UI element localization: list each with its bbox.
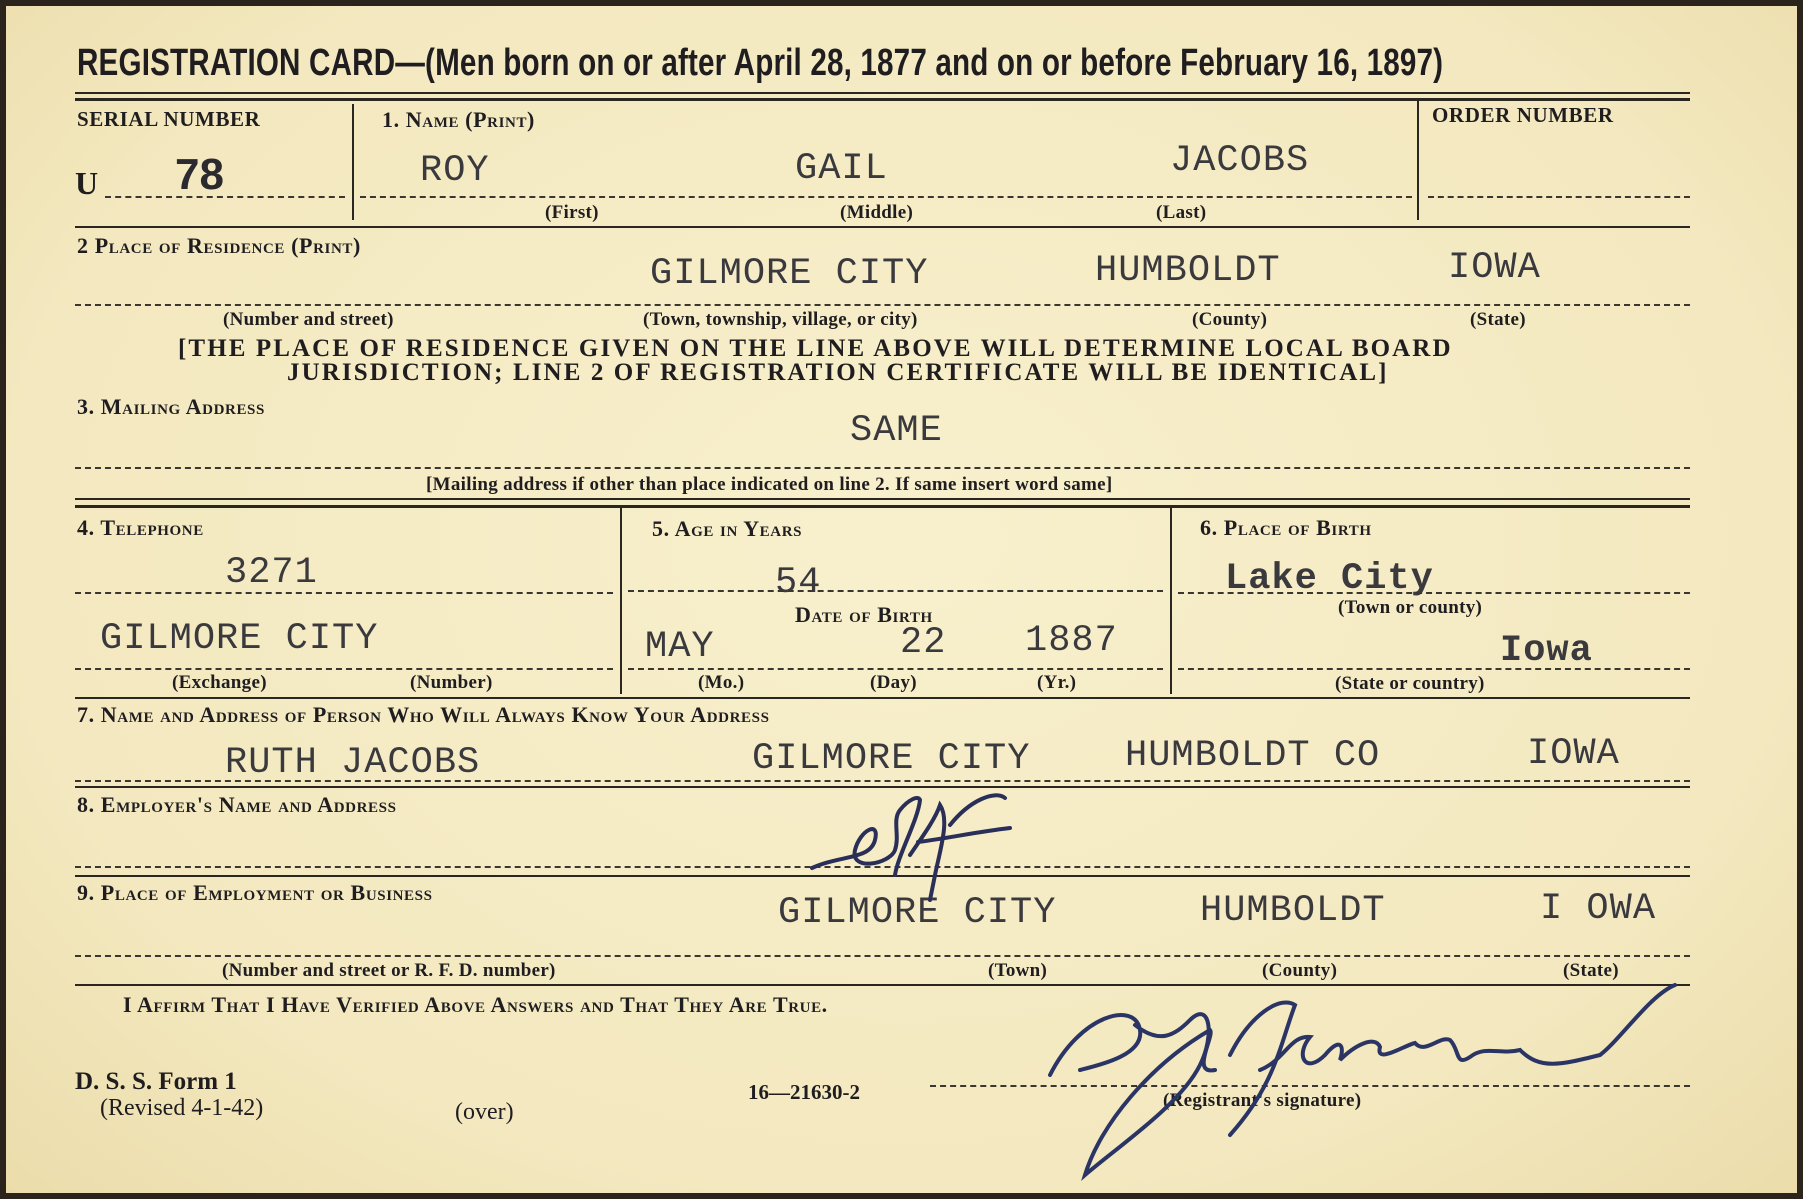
mailing-address-value: SAME — [850, 410, 943, 452]
row-rule — [75, 226, 1690, 228]
telephone-label: 4. Telephone — [77, 515, 204, 540]
employment-street-caption: (Number and street or R. F. D. number) — [222, 960, 556, 981]
row-rule-thick — [75, 505, 1690, 508]
name-label: 1. Name (Print) — [382, 107, 535, 132]
birth-town-value: Lake City — [1225, 558, 1434, 600]
age-line — [628, 590, 1163, 592]
telephone-number-value: 3271 — [225, 552, 318, 594]
row-rule — [75, 697, 1690, 699]
employer-label: 8. Employer's Name and Address — [77, 792, 397, 817]
residence-county-value: HUMBOLDT — [1095, 250, 1281, 292]
employment-state-value: I OWA — [1540, 888, 1657, 930]
date-of-birth-label: Date of Birth — [795, 602, 933, 627]
exchange-caption: (Exchange) — [172, 672, 267, 693]
over-note: (over) — [455, 1099, 514, 1125]
birth-town-caption: (Town or county) — [1338, 597, 1483, 618]
birth-state-caption: (State or country) — [1335, 673, 1485, 694]
number-caption: (Number) — [410, 672, 493, 693]
employment-county-caption: (County) — [1262, 960, 1338, 981]
jurisdiction-notice-line2: JURISDICTION; LINE 2 OF REGISTRATION CERTIFICATE WILL BE IDENTICAL] — [287, 359, 1389, 386]
month-caption: (Mo.) — [698, 672, 745, 693]
mailing-address-label: 3. Mailing Address — [77, 394, 265, 419]
print-code: 16—21630-2 — [748, 1080, 860, 1104]
birth-year-value: 1887 — [1025, 620, 1118, 662]
contact-name-value: RUTH JACOBS — [225, 742, 481, 784]
divider — [1417, 100, 1419, 220]
contact-county-value: HUMBOLDT CO — [1125, 735, 1381, 777]
last-caption: (Last) — [1156, 202, 1207, 223]
divider — [352, 104, 354, 220]
signature-caption: (Registrant's signature) — [1163, 1090, 1362, 1111]
town-caption: (Town, township, village, or city) — [643, 309, 918, 330]
state-caption: (State) — [1470, 309, 1526, 330]
last-name-value: JACOBS — [1170, 140, 1310, 182]
employment-county-value: HUMBOLDT — [1200, 890, 1386, 932]
first-name-value: ROY — [420, 150, 490, 192]
exchange-line — [75, 668, 613, 670]
day-caption: (Day) — [870, 672, 917, 693]
order-number-label: ORDER NUMBER — [1432, 103, 1614, 127]
age-label: 5. Age in Years — [652, 516, 803, 541]
form-number: D. S. S. Form 1 — [75, 1068, 237, 1095]
divider — [620, 508, 622, 694]
telephone-line — [75, 592, 613, 594]
employer-handwriting — [800, 780, 1060, 910]
contact-town-value: GILMORE CITY — [752, 738, 1031, 780]
street-caption: (Number and street) — [223, 309, 394, 330]
middle-name-value: GAIL — [795, 148, 888, 190]
employment-line — [75, 955, 1690, 957]
employment-town-caption: (Town) — [988, 960, 1048, 981]
mailing-line — [75, 467, 1690, 469]
birth-town-line — [1178, 592, 1690, 594]
name-line — [360, 196, 1412, 198]
residence-line — [75, 304, 1690, 306]
residence-label: 2 Place of Residence (Print) — [77, 233, 361, 258]
employment-state-caption: (State) — [1563, 960, 1619, 981]
dob-line — [628, 668, 1163, 670]
birth-month-value: MAY — [645, 626, 715, 668]
affirmation-text: I Affirm That I Have Verified Above Answers and That They Are True. — [123, 992, 828, 1017]
telephone-exchange-value: GILMORE CITY — [100, 618, 379, 660]
county-caption: (County) — [1192, 309, 1268, 330]
employment-label: 9. Place of Employment or Business — [77, 880, 433, 905]
residence-town-value: GILMORE CITY — [650, 253, 929, 295]
contact-state-value: IOWA — [1527, 733, 1620, 775]
divider — [1170, 508, 1172, 694]
card-title: REGISTRATION CARD—(Men born on or after April 28, 1877 and on or before February 16, 1897) — [77, 42, 1444, 84]
first-caption: (First) — [545, 202, 599, 223]
middle-caption: (Middle) — [840, 202, 914, 223]
employment-town-value: GILMORE CITY — [778, 892, 1057, 934]
serial-prefix: U — [75, 165, 99, 201]
residence-state-value: IOWA — [1448, 247, 1541, 289]
birth-day-value: 22 — [900, 622, 947, 664]
header-rule — [75, 92, 1690, 94]
serial-number-label: SERIAL NUMBER — [77, 107, 261, 131]
mailing-caption: [Mailing address if other than place indicated on line 2. If same insert word same] — [426, 474, 1113, 495]
jurisdiction-notice-line1: [THE PLACE OF RESIDENCE GIVEN ON THE LINE ABOVE WILL DETERMINE LOCAL BOARD — [178, 335, 1453, 362]
header-rule-thick — [75, 98, 1690, 101]
serial-line — [105, 196, 345, 198]
order-line — [1428, 196, 1690, 198]
serial-number-value: 78 — [175, 150, 224, 199]
row-rule — [75, 498, 1690, 500]
birthplace-label: 6. Place of Birth — [1200, 515, 1372, 540]
year-caption: (Yr.) — [1037, 672, 1077, 693]
birth-state-line — [1178, 668, 1690, 670]
registrant-signature — [1040, 975, 1690, 1185]
birth-state-value: Iowa — [1500, 630, 1593, 672]
age-value: 54 — [775, 562, 822, 604]
form-revised: (Revised 4-1-42) — [100, 1095, 264, 1121]
contact-label: 7. Name and Address of Person Who Will Always Know Your Address — [77, 702, 770, 727]
